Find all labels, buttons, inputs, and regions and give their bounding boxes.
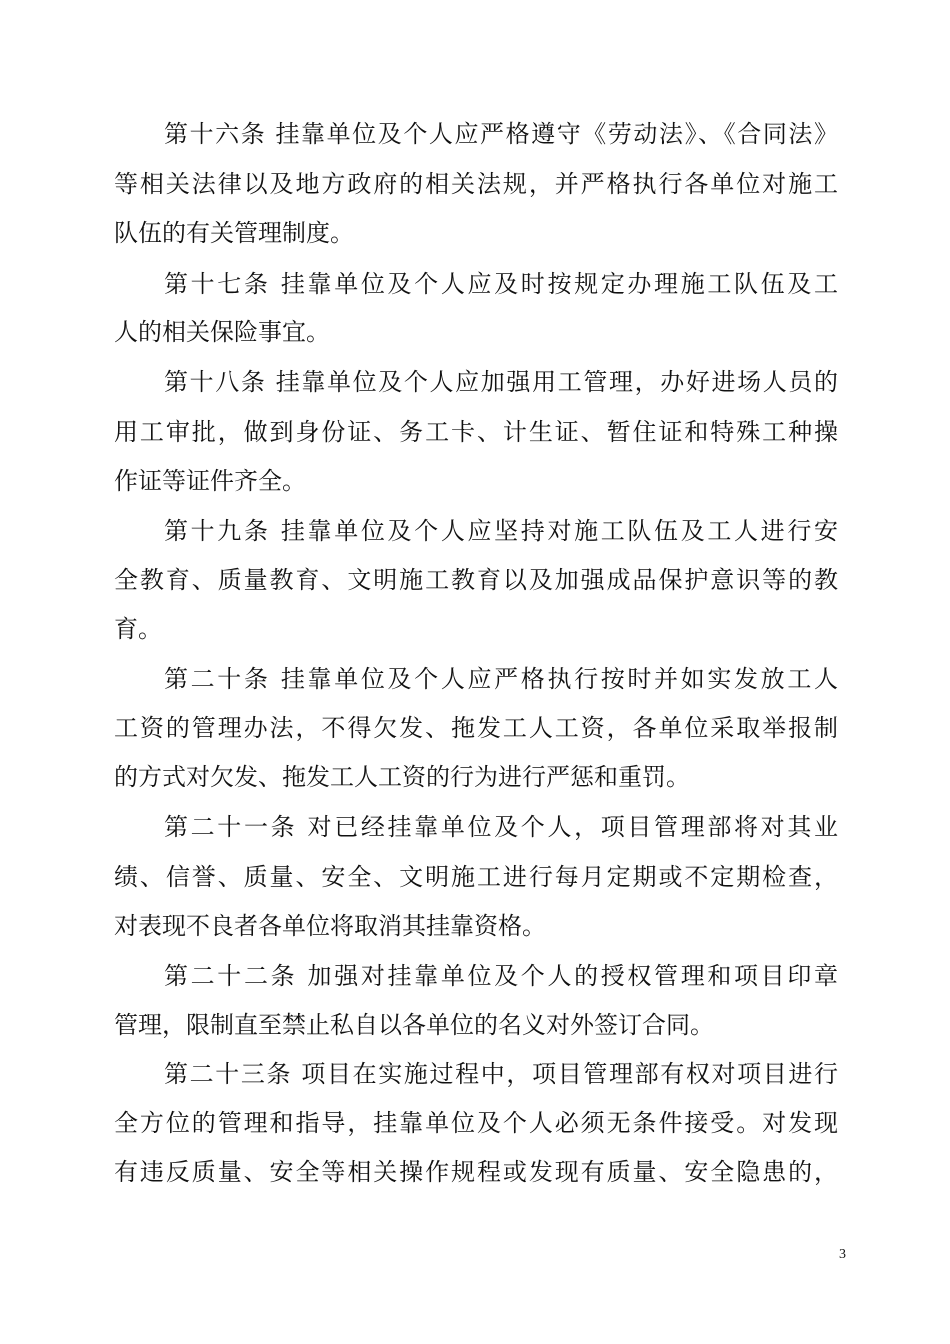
article-19-line-1: 第十九条 挂靠单位及个人应坚持对施工队伍及工人进行安 xyxy=(164,517,838,545)
page-number: 3 xyxy=(839,1247,846,1262)
article-22-line-2: 管理，限制直至禁止私自以各单位的名义对外签订合同。 xyxy=(114,1011,714,1039)
article-19-line-3: 育。 xyxy=(114,615,162,643)
article-21-line-1: 第二十一条 对已经挂靠单位及个人，项目管理部将对其业 xyxy=(164,813,838,841)
article-23-line-3: 有违反质量、安全等相关操作规程或发现有质量、安全隐患的， xyxy=(114,1158,838,1186)
article-21-line-2: 绩、信誉、质量、安全、文明施工进行每月定期或不定期检查， xyxy=(114,863,838,891)
article-17-line-1: 第十七条 挂靠单位及个人应及时按规定办理施工队伍及工 xyxy=(164,270,838,298)
article-17-line-2: 人的相关保险事宜。 xyxy=(114,318,330,346)
article-18-line-3: 作证等证件齐全。 xyxy=(114,467,306,495)
article-20-line-1: 第二十条 挂靠单位及个人应严格执行按时并如实发放工人 xyxy=(164,665,838,693)
article-23-line-2: 全方位的管理和指导，挂靠单位及个人必须无条件接受。对发现 xyxy=(114,1109,838,1137)
article-16-line-2: 等相关法律以及地方政府的相关法规，并严格执行各单位对施工 xyxy=(114,170,838,198)
article-20-line-2: 工资的管理办法，不得欠发、拖发工人工资，各单位采取举报制 xyxy=(114,714,838,742)
article-16-line-1: 第十六条 挂靠单位及个人应严格遵守《劳动法》、《合同法》 xyxy=(164,120,838,148)
article-18-line-1: 第十八条 挂靠单位及个人应加强用工管理，办好进场人员的 xyxy=(164,368,838,396)
article-23-line-1: 第二十三条 项目在实施过程中，项目管理部有权对项目进行 xyxy=(164,1060,838,1088)
article-22-line-1: 第二十二条 加强对挂靠单位及个人的授权管理和项目印章 xyxy=(164,962,838,990)
article-21-line-3: 对表现不良者各单位将取消其挂靠资格。 xyxy=(114,912,546,940)
article-20-line-3: 的方式对欠发、拖发工人工资的行为进行严惩和重罚。 xyxy=(114,763,690,791)
article-18-line-2: 用工审批，做到身份证、务工卡、计生证、暂住证和特殊工种操 xyxy=(114,418,838,446)
article-16-line-3: 队伍的有关管理制度。 xyxy=(114,219,354,247)
article-19-line-2: 全教育、质量教育、文明施工教育以及加强成品保护意识等的教 xyxy=(114,566,838,594)
